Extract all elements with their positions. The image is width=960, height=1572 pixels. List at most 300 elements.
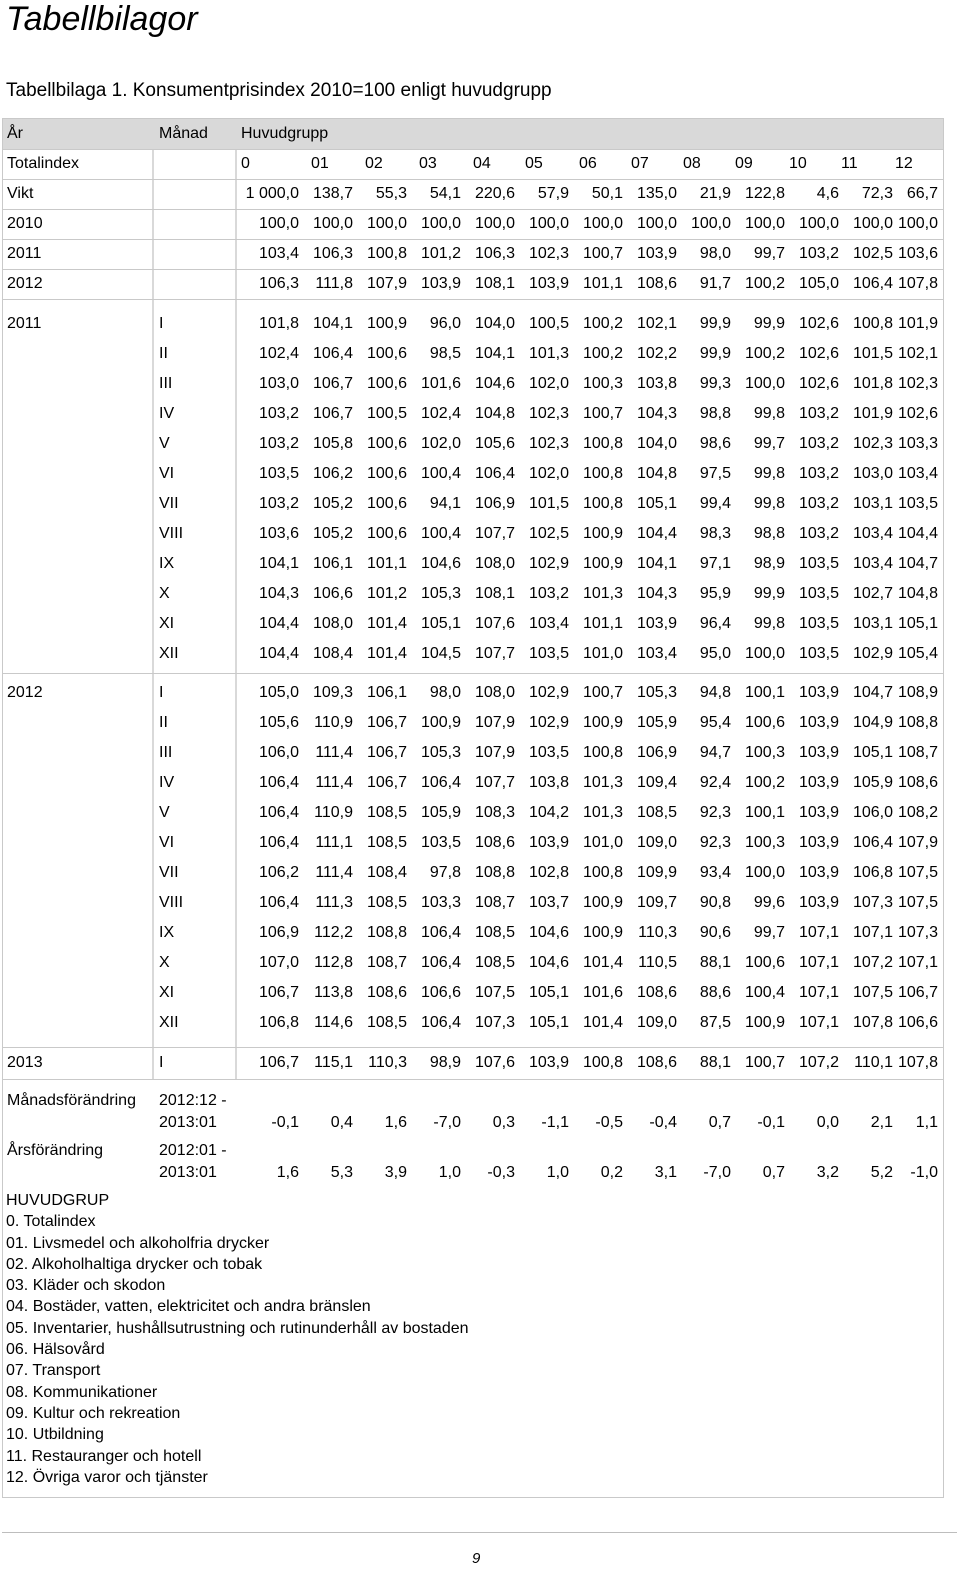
value-cell: 104,6	[528, 954, 569, 971]
value-cell: 103,8	[636, 375, 677, 392]
value-cell: 103,6	[897, 245, 938, 262]
value-cell: 99,9	[753, 315, 785, 332]
value-cell: 101,1	[366, 555, 407, 572]
value-cell: 106,7	[312, 375, 353, 392]
value-cell: 106,4	[312, 345, 353, 362]
value-cell: 100,0	[744, 215, 785, 232]
page-number: 9	[472, 1550, 481, 1567]
header-band	[3, 119, 943, 149]
value-cell: 98,9	[753, 555, 785, 572]
month-label: II	[159, 345, 168, 362]
value-cell: 107,1	[897, 954, 938, 971]
value-cell: 106,1	[312, 555, 353, 572]
value-cell: 107,5	[897, 894, 938, 911]
column-header: 09	[735, 155, 753, 172]
value-cell: 100,0	[636, 215, 677, 232]
value-cell: 105,0	[798, 275, 839, 292]
value-cell: 87,5	[699, 1014, 731, 1031]
value-cell: 107,9	[366, 275, 407, 292]
value-cell: 108,6	[636, 1054, 677, 1071]
value-cell: 103,5	[420, 834, 461, 851]
month-label: V	[159, 435, 170, 452]
legend-item: 10. Utbildning	[6, 1426, 104, 1444]
value-cell: 105,1	[528, 1014, 569, 1031]
header-month: Månad	[159, 125, 208, 142]
value-cell: 103,5	[258, 465, 299, 482]
value-cell: 108,6	[366, 984, 407, 1001]
value-cell: 99,3	[699, 375, 731, 392]
value-cell: 103,9	[798, 804, 839, 821]
column-header: 08	[683, 155, 701, 172]
value-cell: 100,1	[744, 684, 785, 701]
value-cell: 101,3	[582, 585, 623, 602]
value-cell: 106,3	[312, 245, 353, 262]
row-divider	[3, 1079, 943, 1080]
value-cell: 72,3	[861, 185, 893, 202]
value-cell: 107,8	[897, 275, 938, 292]
month-label: X	[159, 954, 170, 971]
year-label: 2011	[7, 315, 42, 332]
value-cell: 97,5	[699, 465, 731, 482]
value-cell: 103,2	[798, 465, 839, 482]
value-cell: 103,9	[798, 894, 839, 911]
value-cell: 100,8	[582, 864, 623, 881]
value-cell: 106,0	[852, 804, 893, 821]
value-cell: 105,8	[312, 435, 353, 452]
value-cell: 100,4	[744, 984, 785, 1001]
change-period: 2013:01	[159, 1164, 217, 1181]
value-cell: 106,6	[897, 1014, 938, 1031]
change-period: 2012:12 -	[159, 1092, 227, 1109]
value-cell: 100,0	[744, 645, 785, 662]
legend-item: 12. Övriga varor och tjänster	[6, 1468, 208, 1486]
value-cell: 100,6	[366, 465, 407, 482]
value-cell: 101,8	[258, 315, 299, 332]
value-cell: 106,3	[474, 245, 515, 262]
value-cell: 108,1	[474, 275, 515, 292]
table-title: Tabellbilaga 1. Konsumentprisindex 2010=100 enligt huvudgrupp	[6, 80, 552, 101]
value-cell: 100,0	[474, 215, 515, 232]
legend-title: HUVUDGRUP	[6, 1192, 110, 1209]
value-cell: 100,2	[744, 774, 785, 791]
value-cell: 102,9	[528, 714, 569, 731]
value-cell: 100,0	[798, 215, 839, 232]
value-cell: 102,0	[528, 465, 569, 482]
value-cell: 100,0	[582, 215, 623, 232]
value-cell: 104,6	[474, 375, 515, 392]
value-cell: 100,9	[366, 315, 407, 332]
value-cell: 100,6	[366, 345, 407, 362]
value-cell: 107,1	[798, 924, 839, 941]
value-cell: -1,0	[910, 1164, 938, 1181]
value-cell: 106,4	[258, 894, 299, 911]
value-cell: 101,1	[582, 615, 623, 632]
month-label: IX	[159, 555, 175, 572]
value-cell: 105,2	[312, 495, 353, 512]
value-cell: 106,4	[474, 465, 515, 482]
legend-item: 08. Kommunikationer	[6, 1383, 158, 1401]
value-cell: 103,2	[258, 435, 299, 452]
value-cell: 103,9	[798, 834, 839, 851]
value-cell: 108,3	[474, 804, 515, 821]
month-label: VII	[159, 495, 179, 512]
value-cell: 107,9	[897, 834, 938, 851]
value-cell: 107,9	[474, 744, 515, 761]
value-cell: 110,1	[854, 1054, 893, 1071]
value-cell: 104,4	[258, 645, 299, 662]
value-cell: 103,9	[798, 744, 839, 761]
value-cell: 103,5	[798, 645, 839, 662]
value-cell: 105,9	[420, 804, 461, 821]
value-cell: 102,0	[528, 375, 569, 392]
value-cell: 100,6	[366, 435, 407, 452]
value-cell: 106,4	[258, 774, 299, 791]
value-cell: 100,0	[258, 215, 299, 232]
month-label: IV	[159, 405, 175, 422]
value-cell: 138,7	[312, 185, 353, 202]
month-label: XII	[159, 645, 179, 662]
value-cell: 105,1	[420, 615, 461, 632]
value-cell: 105,4	[897, 645, 938, 662]
value-cell: 105,3	[420, 585, 461, 602]
value-cell: 105,1	[897, 615, 938, 632]
value-cell: 99,7	[753, 924, 785, 941]
month-label: VI	[159, 834, 175, 851]
value-cell: 0,7	[708, 1114, 731, 1131]
value-cell: 100,6	[744, 954, 785, 971]
value-cell: 100,7	[582, 245, 623, 262]
column-header: 0	[241, 155, 250, 172]
value-cell: 98,3	[699, 525, 731, 542]
month-label: I	[159, 315, 164, 332]
value-cell: 100,9	[744, 1014, 785, 1031]
row-label: 2012	[7, 275, 43, 292]
value-cell: 100,0	[420, 215, 461, 232]
value-cell: 106,7	[258, 1054, 299, 1071]
value-cell: 107,1	[798, 954, 839, 971]
value-cell: 102,6	[798, 375, 839, 392]
value-cell: -7,0	[703, 1164, 731, 1181]
value-cell: 102,9	[852, 645, 893, 662]
value-cell: 102,5	[528, 525, 569, 542]
value-cell: -0,1	[271, 1114, 299, 1131]
value-cell: 100,2	[582, 345, 623, 362]
value-cell: 102,3	[528, 435, 569, 452]
value-cell: 98,6	[699, 435, 731, 452]
value-cell: 100,2	[582, 315, 623, 332]
value-cell: -1,1	[541, 1114, 569, 1131]
value-cell: 104,8	[636, 465, 677, 482]
value-cell: 102,1	[897, 345, 938, 362]
value-cell: 106,9	[474, 495, 515, 512]
value-cell: 103,9	[798, 714, 839, 731]
year-label: 2013	[7, 1054, 43, 1071]
value-cell: 108,9	[897, 684, 938, 701]
value-cell: 88,1	[699, 954, 731, 971]
value-cell: 103,4	[852, 525, 893, 542]
value-cell: 108,8	[897, 714, 938, 731]
value-cell: 104,3	[636, 405, 677, 422]
value-cell: 102,4	[420, 405, 461, 422]
value-cell: 111,4	[315, 774, 353, 791]
value-cell: 98,5	[429, 345, 461, 362]
value-cell: 94,8	[699, 684, 731, 701]
value-cell: -0,3	[487, 1164, 515, 1181]
value-cell: 103,9	[420, 275, 461, 292]
value-cell: 112,8	[314, 954, 353, 971]
value-cell: 108,0	[474, 684, 515, 701]
value-cell: 107,1	[798, 1014, 839, 1031]
value-cell: 1,6	[384, 1114, 407, 1131]
value-cell: 106,7	[366, 774, 407, 791]
value-cell: 100,3	[744, 834, 785, 851]
value-cell: 98,8	[699, 405, 731, 422]
value-cell: 99,9	[753, 585, 785, 602]
value-cell: 106,2	[312, 465, 353, 482]
value-cell: 100,0	[690, 215, 731, 232]
value-cell: 101,0	[582, 834, 623, 851]
month-label: III	[159, 744, 173, 761]
value-cell: 106,7	[258, 984, 299, 1001]
value-cell: 107,5	[897, 864, 938, 881]
value-cell: 107,1	[798, 984, 839, 1001]
value-cell: 104,1	[258, 555, 299, 572]
value-cell: 107,0	[258, 954, 299, 971]
row-label: 2010	[7, 215, 43, 232]
value-cell: 106,4	[852, 275, 893, 292]
month-label: XI	[159, 615, 175, 632]
value-cell: 103,2	[798, 525, 839, 542]
value-cell: 106,9	[258, 924, 299, 941]
value-cell: 109,4	[636, 774, 677, 791]
value-cell: 91,7	[699, 275, 731, 292]
value-cell: 100,8	[852, 315, 893, 332]
value-cell: 104,0	[474, 315, 515, 332]
value-cell: 108,2	[897, 804, 938, 821]
value-cell: 106,4	[420, 774, 461, 791]
value-cell: 101,8	[852, 375, 893, 392]
value-cell: 105,1	[636, 495, 677, 512]
value-cell: 107,3	[474, 1014, 515, 1031]
value-cell: 111,1	[315, 834, 353, 851]
value-cell: 108,4	[366, 864, 407, 881]
row-divider	[3, 673, 943, 674]
column-header: 12	[895, 155, 913, 172]
value-cell: 106,7	[366, 714, 407, 731]
column-header: 01	[311, 155, 329, 172]
value-cell: 102,3	[852, 435, 893, 452]
value-cell: 103,5	[528, 744, 569, 761]
value-cell: 92,3	[699, 804, 731, 821]
month-label: III	[159, 375, 173, 392]
value-cell: 105,6	[474, 435, 515, 452]
value-cell: 66,7	[906, 185, 938, 202]
value-cell: 100,8	[582, 495, 623, 512]
value-cell: 0,2	[600, 1164, 623, 1181]
column-header: 04	[473, 155, 491, 172]
value-cell: 100,0	[744, 864, 785, 881]
value-cell: 102,9	[528, 555, 569, 572]
value-cell: 105,6	[258, 714, 299, 731]
header-group: Huvudgrupp	[241, 125, 329, 142]
row-label: Vikt	[7, 185, 34, 202]
value-cell: 102,6	[897, 405, 938, 422]
value-cell: 1,1	[915, 1114, 938, 1131]
value-cell: 104,3	[258, 585, 299, 602]
value-cell: 102,3	[528, 405, 569, 422]
value-cell: 107,1	[852, 924, 893, 941]
value-cell: 104,4	[897, 525, 938, 542]
value-cell: 101,3	[582, 774, 623, 791]
header-year: År	[7, 125, 23, 142]
month-label: VI	[159, 465, 175, 482]
value-cell: 99,9	[699, 345, 731, 362]
value-cell: 108,7	[897, 744, 938, 761]
legend-item: 04. Bostäder, vatten, elektricitet och andra bränslen	[6, 1298, 371, 1316]
value-cell: 102,9	[528, 684, 569, 701]
value-cell: -0,1	[757, 1114, 785, 1131]
value-cell: 0,4	[330, 1114, 353, 1131]
value-cell: 100,9	[420, 714, 461, 731]
value-cell: 101,2	[366, 585, 407, 602]
value-cell: 3,2	[816, 1164, 839, 1181]
value-cell: 0,0	[816, 1114, 839, 1131]
change-period: 2012:01 -	[159, 1142, 227, 1159]
value-cell: 106,4	[258, 834, 299, 851]
value-cell: 101,2	[420, 245, 461, 262]
value-cell: 88,1	[699, 1054, 731, 1071]
value-cell: 102,3	[528, 245, 569, 262]
value-cell: 100,2	[744, 275, 785, 292]
value-cell: 106,8	[258, 1014, 299, 1031]
value-cell: 101,1	[582, 275, 623, 292]
value-cell: -0,4	[649, 1114, 677, 1131]
value-cell: 108,8	[474, 864, 515, 881]
value-cell: 1,0	[438, 1164, 461, 1181]
value-cell: 113,8	[314, 984, 353, 1001]
value-cell: 101,5	[528, 495, 569, 512]
month-label: X	[159, 585, 170, 602]
value-cell: 98,0	[429, 684, 461, 701]
value-cell: 95,4	[699, 714, 731, 731]
value-cell: 107,5	[474, 984, 515, 1001]
value-cell: 92,3	[699, 834, 731, 851]
value-cell: 103,1	[852, 495, 893, 512]
value-cell: 103,2	[798, 245, 839, 262]
change-period: 2013:01	[159, 1114, 217, 1131]
value-cell: 107,7	[474, 525, 515, 542]
value-cell: 96,0	[429, 315, 461, 332]
value-cell: 95,0	[699, 645, 731, 662]
value-cell: 1,6	[276, 1164, 299, 1181]
value-cell: 103,6	[258, 525, 299, 542]
value-cell: 108,6	[636, 275, 677, 292]
value-cell: 101,0	[582, 645, 623, 662]
value-cell: 99,7	[753, 435, 785, 452]
value-cell: 108,4	[312, 645, 353, 662]
value-cell: 110,9	[314, 804, 353, 821]
value-cell: 102,6	[798, 315, 839, 332]
value-cell: 103,5	[798, 615, 839, 632]
value-cell: 110,5	[638, 954, 677, 971]
value-cell: 108,5	[636, 804, 677, 821]
value-cell: 104,1	[636, 555, 677, 572]
value-cell: 107,3	[897, 924, 938, 941]
legend-item: 07. Transport	[6, 1362, 101, 1380]
legend	[6, 1190, 469, 1488]
value-cell: 100,7	[744, 1054, 785, 1071]
value-cell: 104,1	[312, 315, 353, 332]
value-cell: 108,6	[897, 774, 938, 791]
value-cell: 103,4	[528, 615, 569, 632]
value-cell: 103,9	[636, 245, 677, 262]
value-cell: 108,7	[366, 954, 407, 971]
value-cell: 103,4	[897, 465, 938, 482]
value-cell: 106,3	[258, 275, 299, 292]
value-cell: 104,4	[636, 525, 677, 542]
value-cell: 106,7	[312, 405, 353, 422]
value-cell: 104,6	[528, 924, 569, 941]
value-cell: 99,7	[753, 245, 785, 262]
value-cell: 106,6	[420, 984, 461, 1001]
value-cell: 101,4	[366, 645, 407, 662]
value-cell: 105,9	[852, 774, 893, 791]
column-header: 06	[579, 155, 597, 172]
value-cell: 104,3	[636, 585, 677, 602]
value-cell: 107,2	[798, 1054, 839, 1071]
value-cell: 103,4	[636, 645, 677, 662]
value-cell: 105,0	[258, 684, 299, 701]
value-cell: 55,3	[375, 185, 407, 202]
value-cell: 5,2	[870, 1164, 893, 1181]
value-cell: 101,9	[897, 315, 938, 332]
value-cell: 104,8	[474, 405, 515, 422]
month-label: VIII	[159, 525, 184, 542]
value-cell: 1 000,0	[245, 185, 299, 202]
value-cell: 107,8	[852, 1014, 893, 1031]
value-cell: 105,1	[528, 984, 569, 1001]
value-cell: 103,0	[852, 465, 893, 482]
value-cell: 93,4	[699, 864, 731, 881]
month-label: IX	[159, 924, 175, 941]
value-cell: 100,1	[744, 804, 785, 821]
value-cell: 101,3	[582, 804, 623, 821]
value-cell: 100,6	[366, 525, 407, 542]
value-cell: 103,9	[798, 684, 839, 701]
value-cell: 109,0	[636, 834, 677, 851]
value-cell: 103,4	[852, 555, 893, 572]
value-cell: 100,0	[366, 215, 407, 232]
value-cell: 108,7	[474, 894, 515, 911]
value-cell: 103,9	[528, 834, 569, 851]
month-label: VIII	[159, 894, 184, 911]
value-cell: 111,4	[315, 864, 353, 881]
value-cell: 110,9	[314, 714, 353, 731]
value-cell: 108,8	[366, 924, 407, 941]
value-cell: 97,1	[699, 555, 731, 572]
value-cell: 0,7	[762, 1164, 785, 1181]
value-cell: 101,5	[852, 345, 893, 362]
value-cell: 106,4	[852, 834, 893, 851]
month-label: V	[159, 804, 170, 821]
month-label: I	[159, 684, 164, 701]
value-cell: 104,2	[528, 804, 569, 821]
value-cell: 106,9	[636, 744, 677, 761]
month-label: XI	[159, 984, 175, 1001]
value-cell: 109,9	[636, 864, 677, 881]
value-cell: 100,0	[852, 215, 893, 232]
value-cell: 103,5	[897, 495, 938, 512]
